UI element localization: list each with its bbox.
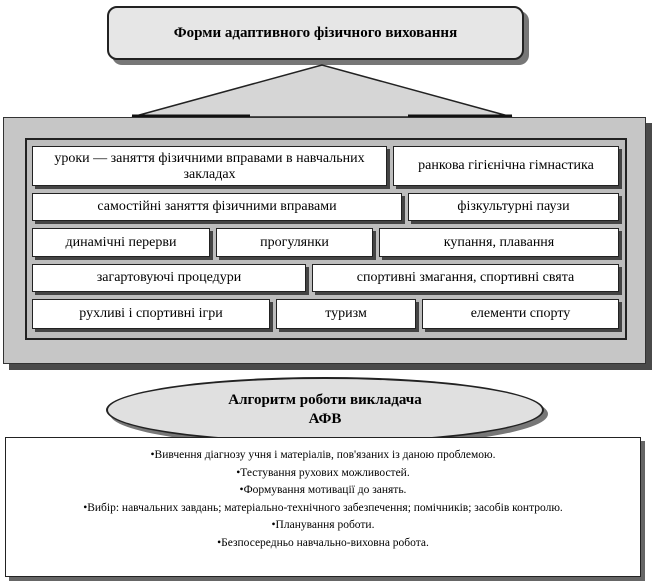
arrow-head	[132, 65, 512, 117]
form-dynamic-breaks-label: динамічні перерви	[65, 234, 177, 250]
algorithm-title-line1: Алгоритм роботи викладача	[228, 392, 422, 408]
form-tourism-label: туризм	[325, 306, 367, 321]
form-morning-gymnastics-label: ранкова гігієнічна гімнастика	[418, 158, 594, 173]
form-swimming-label: купання, плавання	[443, 234, 555, 250]
algorithm-oval	[106, 377, 544, 443]
algorithm-step: •Тестування рухових можливостей.	[236, 466, 410, 479]
form-tourism	[276, 299, 416, 329]
form-lessons-label: уроки — заняття фізичними вправами в навчальних закладах	[54, 151, 365, 182]
form-pe-breaks-label: фізкультурні паузи	[457, 199, 570, 214]
forms-panel	[3, 117, 646, 364]
algorithm-step: •Формування мотивації до занять.	[239, 484, 407, 496]
form-walks	[216, 228, 373, 257]
algorithm-title-line2: АФВ	[308, 411, 342, 427]
form-competitions-label: спортивні змагання, спортивні свята	[356, 270, 575, 285]
form-self-study-label: самостійні заняття фізичними вправами	[97, 199, 337, 214]
form-hardening	[32, 264, 306, 292]
forms-grid	[25, 138, 627, 340]
diagram-title: Форми адаптивного фізичного виховання	[173, 24, 458, 41]
form-games	[32, 299, 270, 329]
form-sport-elements-label: елементи спорту	[470, 306, 571, 321]
arrow-connector	[0, 0, 656, 130]
algorithm-step: •Безпосередньо навчально-виховна робота.	[217, 536, 429, 549]
form-swimming	[379, 228, 619, 257]
algorithm-list	[5, 437, 641, 577]
form-dynamic-breaks	[32, 228, 210, 257]
algorithm-step: •Вивчення діагнозу учня і матеріалів, пов'язаних із даною проблемою.	[150, 449, 496, 461]
form-pe-breaks	[408, 193, 619, 221]
form-walks-label: прогулянки	[260, 234, 329, 250]
form-games-label: рухливі і спортивні ігри	[79, 306, 223, 321]
form-hardening-label: загартовуючі процедури	[96, 270, 242, 285]
form-sport-elements	[422, 299, 619, 329]
algorithm-step: •Вибір: навчальних завдань; матеріально-технічного забезпечення; помічників; засобів контролю.	[83, 501, 563, 514]
form-lessons	[32, 146, 387, 186]
form-competitions	[312, 264, 619, 292]
form-self-study	[32, 193, 402, 221]
form-morning-gymnastics	[393, 146, 619, 186]
algorithm-step: •Планування роботи.	[271, 519, 375, 531]
